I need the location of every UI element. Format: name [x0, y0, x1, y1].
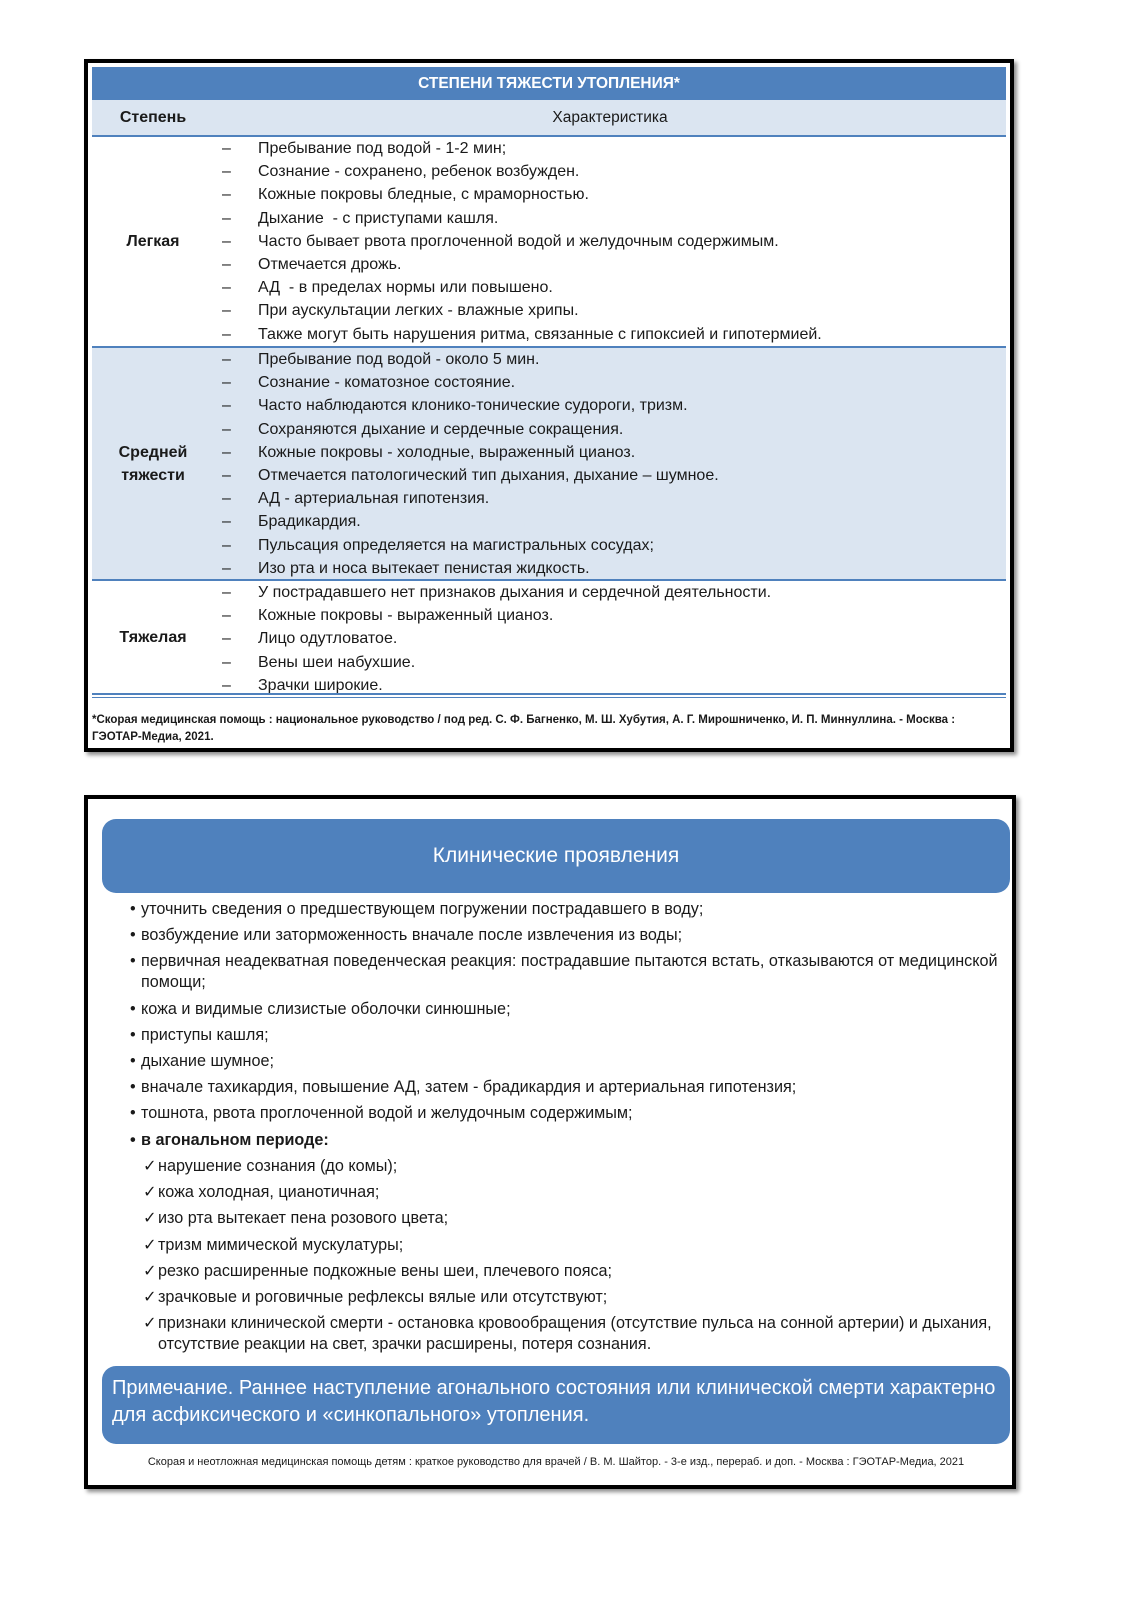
dash-marker: –	[222, 607, 231, 625]
note-box: Примечание. Раннее наступление агонального состояния или клинической смерти характерно для асфиксического и «синкопального» утопления.	[102, 1366, 1010, 1444]
characteristic-list	[222, 581, 1002, 697]
dash-marker: –	[222, 186, 231, 204]
bullet-icon: •	[130, 952, 136, 971]
list-item: – У пострадавшего нет признаков дыхания и сердечной деятельности.	[222, 581, 1002, 604]
list-item: – Кожные покровы бледные, с мраморностью.	[222, 183, 1002, 206]
list-item: – Зрачки широкие.	[222, 674, 1002, 697]
dash-marker: –	[222, 536, 231, 554]
table-bottom-rule	[92, 693, 1006, 698]
bullet-icon: •	[130, 900, 136, 918]
dash-marker: –	[222, 325, 231, 343]
table-title: СТЕПЕНИ ТЯЖЕСТИ УТОПЛЕНИЯ*	[92, 67, 1006, 100]
characteristic-list	[222, 348, 1002, 580]
bullet-icon: •	[130, 1078, 136, 1097]
dash-marker: –	[222, 559, 231, 577]
sub-list-item: ✓ зрачковые и роговичные рефлексы вялые или отсутствуют;	[143, 1287, 608, 1306]
dash-marker: –	[222, 374, 231, 392]
grade-cell: Легкая	[126, 233, 180, 250]
list-item: – Брадикардия.	[222, 510, 1002, 533]
bullet-icon: •	[130, 926, 136, 945]
sub-list-item: ✓ нарушение сознания (до комы);	[143, 1157, 398, 1175]
checkmark-icon: ✓	[143, 1183, 157, 1202]
dash-marker: –	[222, 397, 231, 415]
sub-list-item: ✓ резко расширенные подкожные вены шеи, плечевого пояса;	[143, 1261, 613, 1280]
dash-marker: –	[222, 466, 231, 484]
list-item: • дыхание шумное;	[130, 1051, 274, 1070]
table-row-severe	[92, 581, 1006, 693]
list-item: – Пульсация определяется на магистральных сосудах;	[222, 534, 1002, 557]
bullet-icon: •	[130, 1130, 136, 1149]
bullet-icon: •	[130, 1051, 136, 1070]
list-item: – Кожные покровы - выраженный цианоз.	[222, 604, 1002, 627]
list-item: • тошнота, рвота проглоченной водой и желудочным содержимым;	[130, 1104, 633, 1123]
dash-marker: –	[222, 255, 231, 273]
slide-title: Клинические проявления	[102, 819, 1010, 893]
dash-marker: –	[222, 676, 231, 694]
list-item: – Часто наблюдаются клонико-тонические судороги, тризм.	[222, 394, 1002, 417]
list-item: – АД - в пределах нормы или повышено.	[222, 276, 1002, 299]
list-item: – Вены шеи набухшие.	[222, 651, 1002, 674]
dash-marker: –	[222, 490, 231, 508]
bullet-icon: •	[130, 1104, 136, 1123]
table-row-moderate	[92, 348, 1006, 581]
list-item: – Дыхание - с приступами кашля.	[222, 207, 1002, 230]
sub-list-item: ✓ кожа холодная, цианотичная;	[143, 1183, 380, 1202]
checkmark-icon: ✓	[143, 1157, 157, 1175]
signs-list	[130, 899, 1000, 1156]
dash-marker: –	[222, 630, 231, 648]
list-item: • первичная неадекватная поведенческая реакция: пострадавшие пытаются встать, отказываются от медицинской помощи;	[130, 952, 998, 992]
grade-cell: Тяжелая	[119, 628, 187, 646]
list-item: • возбуждение или заторможенность вначале после извлечения из воды;	[130, 926, 683, 945]
checkmark-icon: ✓	[143, 1287, 157, 1306]
grade-cell: Средней тяжести	[118, 443, 188, 484]
dash-marker: –	[222, 279, 231, 297]
table-header-row	[92, 100, 1006, 137]
list-item: – Пребывание под водой - около 5 мин.	[222, 348, 1002, 371]
table-row-mild	[92, 137, 1006, 348]
list-item: – Сознание - коматозное состояние.	[222, 371, 1002, 394]
sub-list-item: ✓ признаки клинической смерти - остановка кровообращения (отсутствие пульса на сонной артерии) и дыхания, отсутствие реакции на свет, зрачки расширены, потеря сознания.	[143, 1314, 992, 1354]
header-characteristic: Характеристика	[552, 108, 668, 126]
dash-marker: –	[222, 163, 231, 181]
dash-marker: –	[222, 302, 231, 320]
list-item: – Отмечается патологический тип дыхания, дыхание – шумное.	[222, 464, 1002, 487]
checkmark-icon: ✓	[143, 1209, 157, 1228]
list-item: – Изо рта и носа вытекает пенистая жидкость.	[222, 557, 1002, 580]
list-item: • вначале тахикардия, повышение АД, затем - брадикардия и артериальная гипотензия;	[130, 1078, 797, 1097]
list-item: – Сохраняются дыхание и сердечные сокращения.	[222, 418, 1002, 441]
dash-marker: –	[222, 209, 231, 227]
sub-list-item: ✓ тризм мимической мускулатуры;	[143, 1235, 404, 1254]
severity-table-slide	[84, 59, 1014, 752]
bullet-icon: •	[130, 999, 136, 1018]
list-item: – Отмечается дрожь.	[222, 253, 1002, 276]
list-item: – При аускультации легких - влажные хрипы.	[222, 299, 1002, 322]
list-item: • приступы кашля;	[130, 1025, 269, 1044]
clinical-signs-slide	[84, 795, 1016, 1489]
dash-marker: –	[222, 351, 231, 368]
bullet-icon: •	[130, 1025, 136, 1044]
agonal-signs-list	[143, 1156, 1003, 1360]
list-item: – Часто бывает рвота проглоченной водой и желудочным содержимым.	[222, 230, 1002, 253]
dash-marker: –	[222, 653, 231, 671]
dash-marker: –	[222, 443, 231, 461]
source-citation: Скорая и неотложная медицинская помощь детям : краткое руководство для врачей / В. М. Шайтор. - 3-е изд., перераб. и доп. - Москва : ГЭОТАР-Медиа, 2021	[147, 1456, 965, 1468]
list-item: – Сознание - сохранено, ребенок возбужден.	[222, 160, 1002, 183]
footnote: *Скорая медицинская помощь : национальное руководство / под ред. С. Ф. Багненко, М. Ш. Хубутия, А. Г. Мирошниченко, И. П. Миннуллина. - Москва : ГЭОТАР-Медиа, 2021.	[92, 714, 956, 743]
checkmark-icon: ✓	[143, 1261, 157, 1280]
header-grade: Степень	[119, 108, 187, 126]
dash-marker: –	[222, 584, 231, 601]
checkmark-icon: ✓	[143, 1235, 157, 1254]
list-item: – Лицо одутловатое.	[222, 627, 1002, 650]
list-item-agonal-heading: • в агональном периоде:	[130, 1130, 329, 1149]
dash-marker: –	[222, 232, 231, 250]
characteristic-list	[222, 137, 1002, 346]
sub-list-item: ✓ изо рта вытекает пена розового цвета;	[143, 1209, 449, 1228]
dash-marker: –	[222, 420, 231, 438]
dash-marker: –	[222, 513, 231, 531]
list-item: • уточнить сведения о предшествующем погружении пострадавшего в воду;	[130, 900, 704, 918]
checkmark-icon: ✓	[143, 1314, 157, 1333]
list-item: • кожа и видимые слизистые оболочки синюшные;	[130, 999, 511, 1018]
list-item: – Кожные покровы - холодные, выраженный цианоз.	[222, 441, 1002, 464]
list-item: – Пребывание под водой - 1-2 мин;	[222, 137, 1002, 160]
dash-marker: –	[222, 140, 231, 157]
list-item: – Также могут быть нарушения ритма, связанные с гипоксией и гипотермией.	[222, 323, 1002, 346]
list-item: – АД - артериальная гипотензия.	[222, 487, 1002, 510]
